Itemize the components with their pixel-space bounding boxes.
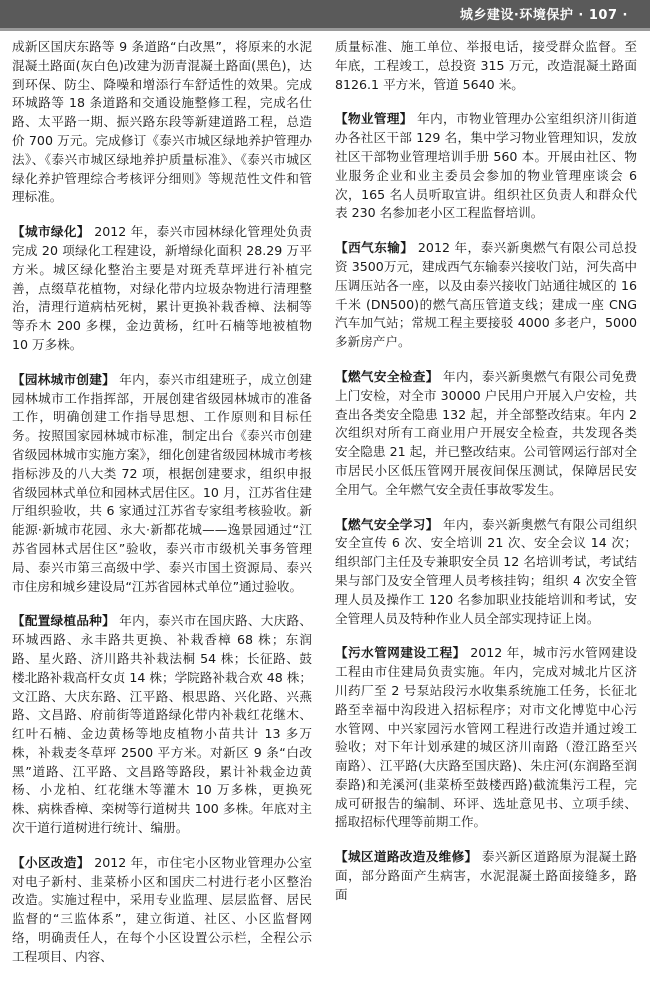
header-rule [0, 28, 650, 31]
paragraph-body: 质量标准、施工单位、举报电话，接受群众监督。至年底，工程竣工，总投资 315 万元，改造混凝土路面 8126.1 平方米，管道 5640 米。 [335, 39, 637, 92]
paragraph-body: 年内，市物业管理办公室组织济川街道办各社区干部 129 名，集中学习物业管理知识，发放社区干部物业管理培训手册 560 本。开展由社区、物业服务企业和业主委员会参加的物业管理座谈会 6 次，165 名人员听取宣讲。组织社区负责人和群众代表 230 名参加老小区工程监督培训。 [335, 111, 638, 221]
paragraph [335, 38, 637, 94]
paragraph-body: 年内，泰兴新奥燃气有限公司组织安全宣传 6 次、安全培训 21 次、安全会议 14 次；组织部门主任及专兼职安全员 12 名培训考试，考试结果与部门及安全管理人员考核挂钩；组织 4 次安全管理人员及操作工 120 名参加职业技能培训和考试，安全管理人员及特种作业人员全部实现持证上岗。 [335, 516, 638, 626]
paragraph-body: 2012 年，泰兴市园林绿化管理处负责完成 20 项绿化工程建设，新增绿化面积 28.29 万平方米。城区绿化整治主要是对斑秃草坪进行补植完善，点缀草花植物，对绿化带内垃圾杂物进行清理整治，清理行道病枯死树，累计更换补栽香樟、法桐等等乔木 200 多棵，金边黄杨，红叶石楠等地被植物 10 万多株。 [12, 224, 312, 352]
paragraph-body: 年内，泰兴市在国庆路、大庆路、环城西路、永丰路共更换、补栽香樟 68 株；东润路、星火路、济川路共补栽法桐 54 株；长征路、鼓楼北路补栽高杆女贞 14 株；学院路补栽合欢 48 株；文江路、大庆东路、江平路、根思路、兴化路、兴燕路、文昌路、府前街等道路绿化带内补栽红花继木、红叶石楠、金边黄杨等地皮植物小苗共计 13 多万株，补栽麦冬草坪 2500 平方米。对新区 9 条“白改黑”道路、江平路、文昌路等路段，累计补栽金边黄杨、小龙柏、红花继木等灌木 10 万多株，更换死株、病株香樟、栾树等行道树共 100 多株。年底对主次干道行道树进行统计、编册。 [12, 613, 312, 836]
paragraph [335, 644, 637, 832]
paragraph [12, 371, 312, 597]
paragraph-heading: 【燃气安全学习】 [335, 516, 439, 532]
paragraph-heading: 【西气东输】 [335, 240, 414, 256]
page-header [0, 0, 650, 28]
page-number: 107 [588, 8, 618, 23]
paragraph-body: 2012 年，市住宅小区物业管理办公室对电子新村、韭菜桥小区和国庆二村进行老小区整治改造。实施过程中，采用专业监理、层层监督、居民监督的“三监体系”，建立街道、社区、小区监督网络，明确责任人，在每个小区设置公示栏，全程公示工程项目、内容、 [12, 854, 312, 964]
right-column [335, 38, 637, 921]
paragraph-heading: 【城市绿化】 [12, 224, 90, 240]
paragraph-body: 成新区国庆东路等 9 条道路“白改黑”，将原来的水泥混凝土路面(灰白色)改建为沥青混凝土路面(黑色)，达到环保、防尘、降噪和增添行车舒适性的效果。完成环城路等 18 条道路和交通设施整修工程，完成名仕路、太平路一期、振兴路东段等新建道路工程，总造价 700 万元。完成修订《泰兴市城区绿地养护管理办法》、《泰兴市城区绿地养护质量标准》、《泰兴市城区绿化养护管理综合考核评分细则》等规范性文件和管理标准。 [12, 39, 312, 205]
header-separator-end: · [622, 8, 628, 23]
paragraph [335, 239, 637, 352]
paragraph [12, 38, 312, 207]
paragraph [12, 223, 312, 355]
paragraph-heading: 【燃气安全检查】 [335, 368, 439, 384]
paragraph-body: 2012 年，城市污水管网建设工程由市住建局负责实施。年内，完成对城北片区济川药厂至 2 号泵站段污水收集系统施工任务，长征北路至幸福中沟段进入招标程序；对市文化博览中心污水管网、中兴家园污水管网工程进行改造并通过竣工验收；对下年计划承建的城区济川南路（澄江路至兴南路）、江平路(大庆路至国庆路)、朱庄河(东润路至润泰路)和羌溪河(韭菜桥至鼓楼西路)截流集污工程，完成可研报告的编制、环评、选址意见书、立项手续、摇取招标代理等前期工作。 [335, 645, 637, 830]
header-separator: · [578, 8, 589, 23]
paragraph [335, 110, 637, 223]
paragraph-heading: 【城区道路改造及维修】 [335, 849, 478, 865]
paragraph-body: 2012 年，泰兴新奥燃气有限公司总投资 3500万元，建成西气东输泰兴接收门站，河失高中压调压站各一座，以及由泰兴接收门站通往城区的 16 千米 (DN500)的燃气高压管道支线；建成一座 CNG 汽车加气站；常规工程主要接驳 4000 多老户，5000 多新房产户。 [335, 240, 637, 350]
paragraph-heading: 【配置绿植品种】 [12, 613, 115, 629]
paragraph-heading: 【污水管网建设工程】 [335, 645, 466, 661]
paragraph-body: 年内，泰兴新奥燃气有限公司免费上门安检，对全市 30000 户民用户开展入户安检，共查出各类安全隐患 132 起，并全部整改结束。年内 2 次组织对所有工商业用户开展安全检查，共发现各类安全隐患 21 起，并已整改结束。公司管网运行部对全市居民小区低压管网开展夜间保压测试，保障居民安全用气。全年燃气安全责任事故零发生。 [335, 368, 638, 497]
paragraph [12, 854, 312, 967]
paragraph-body: 泰兴新区道路原为混凝土路面，部分路面产生病害，水泥混凝土路面接缝多，路面 [335, 849, 637, 902]
left-column [12, 38, 312, 983]
paragraph-heading: 【园林城市创建】 [12, 371, 115, 387]
paragraph [12, 612, 312, 838]
paragraph-body: 年内，泰兴市组建班子，成立创建园林城市工作指挥部，开展创建省级园林城市的准备工作，明确创建工作指导思想、工作原则和目标任务。按照国家园林城市标准，制定出台《泰兴市创建省级园林城市实施方案》，细化创建省级园林城市考核指标涉及的八大类 72 项，根据创建要求，组织申报省级园林式单位和园林式居住区。10 月，江苏省住建厅组织验收，共 6 家通过江苏省专家组考核验收。新能源·新城市花园、永大·新都花城——逸景园通过“江苏省园林式居住区”验收，泰兴市市级机关事务管理局、泰兴市第三高级中学、泰兴市国土资源局、泰兴市住房和城乡建设局“江苏省园林式单位”通过验收。 [12, 371, 312, 594]
paragraph-heading: 【小区改造】 [12, 854, 90, 870]
header-text [460, 4, 628, 23]
section-title: 城乡建设·环境保护 [459, 8, 574, 23]
paragraph-heading: 【物业管理】 [335, 111, 413, 127]
paragraph [335, 516, 637, 629]
paragraph [335, 848, 637, 904]
paragraph [335, 368, 637, 500]
